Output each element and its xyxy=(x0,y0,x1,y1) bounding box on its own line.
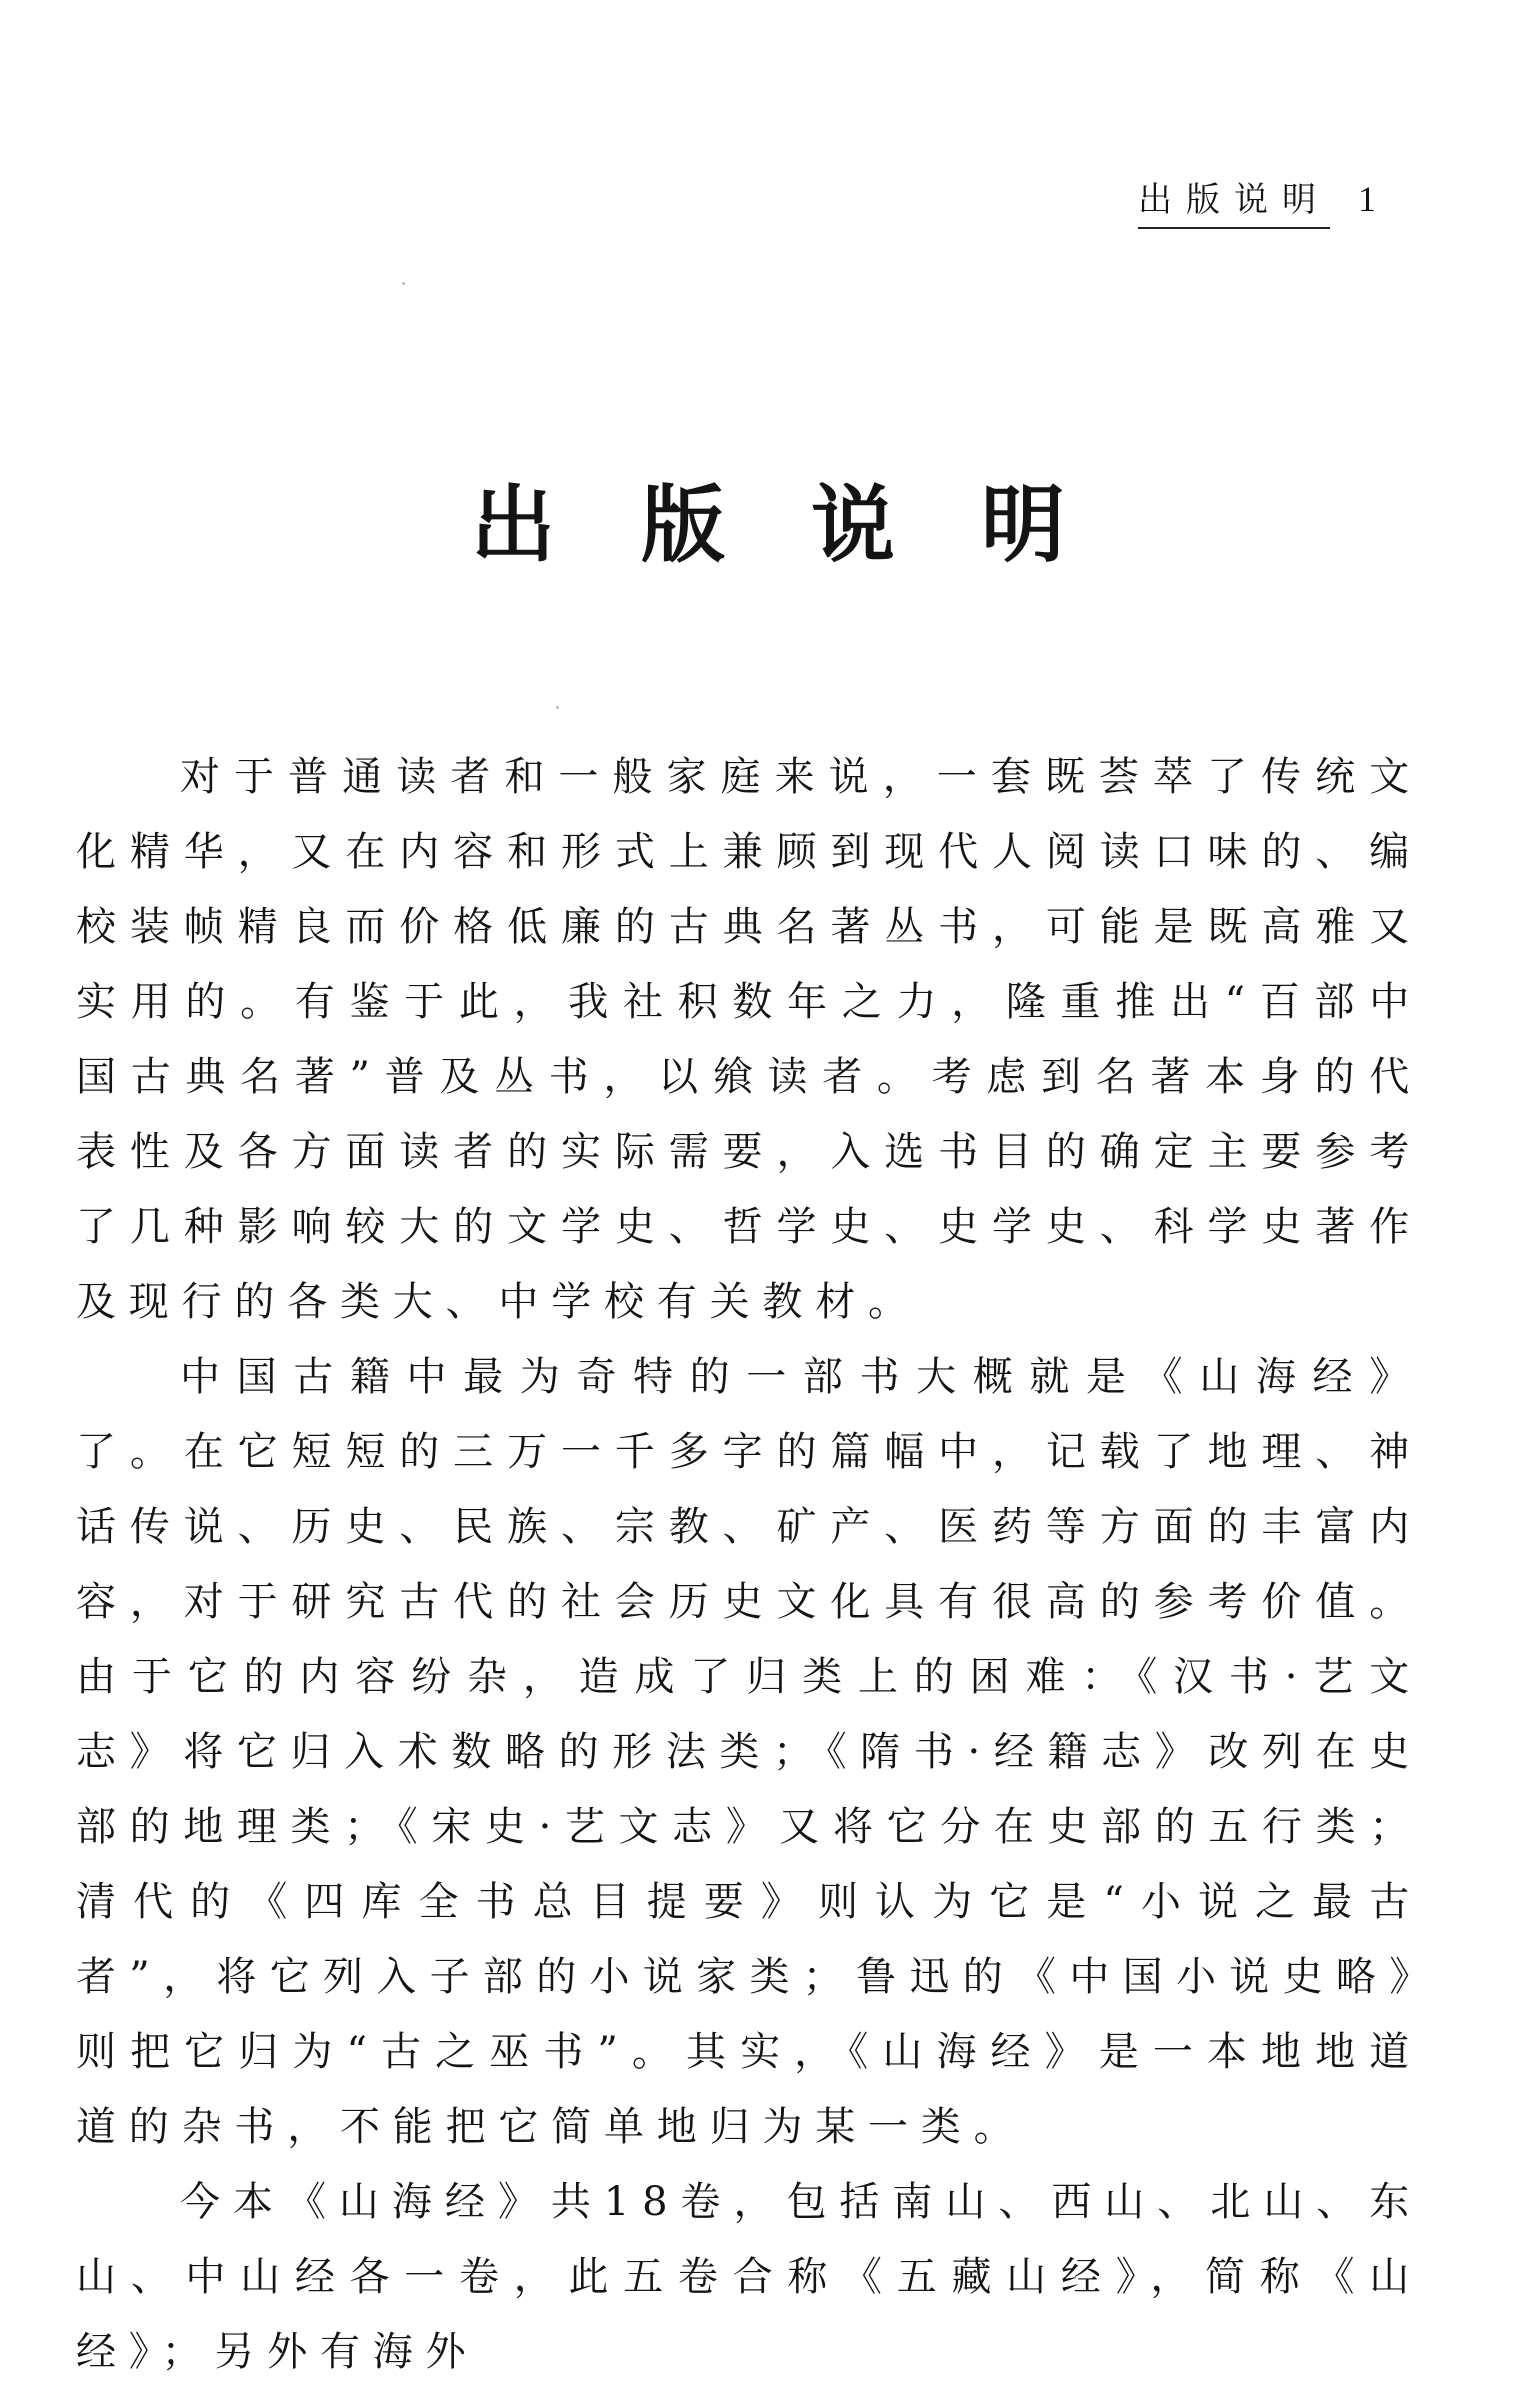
scan-speck xyxy=(556,706,559,709)
paragraph: 中国古籍中最为奇特的一部书大概就是《山海经》了。在它短短的三万一千多字的篇幅中，记载了地理、神话传说、历史、民族、宗教、矿产、医药等方面的丰富内容，对于研究古代的社会历史文化具有很高的参考价值。由于它的内容纷杂，造成了归类上的困难：《汉书·艺文志》将它归入术数略的形法类；《隋书·经籍志》改列在史部的地理类；《宋史·艺文志》又将它分在史部的五行类；清代的《四库全书总目提要》则认为它是“小说之最古者”，将它列入子部的小说家类；鲁迅的《中国小说史略》则把它归为“古之巫书”。其实，《山海经》是一本地地道道的杂书，不能把它简单地归为某一类。 xyxy=(76,1354,1422,2150)
running-header-title: 出版说明 xyxy=(1138,172,1330,229)
running-header xyxy=(1138,172,1376,229)
chapter-title: 出版说明 xyxy=(470,476,1151,574)
page-number: 1 xyxy=(1358,179,1376,219)
paragraph: 今本《山海经》共18卷，包括南山、西山、北山、东山、中山经各一卷，此五卷合称《五藏山经》，简称《山经》；另外有海外 xyxy=(76,2179,1422,2375)
paragraph: 对于普通读者和一般家庭来说，一套既荟萃了传统文化精华，又在内容和形式上兼顾到现代人阅读口味的、编校装帧精良而价格低廉的古典名著丛书，可能是既高雅又实用的。有鉴于此，我社积数年之力，隆重推出“百部中国古典名著”普及丛书，以飨读者。考虑到名著本身的代表性及各方面读者的实际需要，入选书目的确定主要参考了几种影响较大的文学史、哲学史、史学史、科学史著作及现行的各类大、中学校有关教材。 xyxy=(76,754,1422,1325)
body-text xyxy=(76,740,1422,2390)
scan-speck xyxy=(402,282,405,285)
